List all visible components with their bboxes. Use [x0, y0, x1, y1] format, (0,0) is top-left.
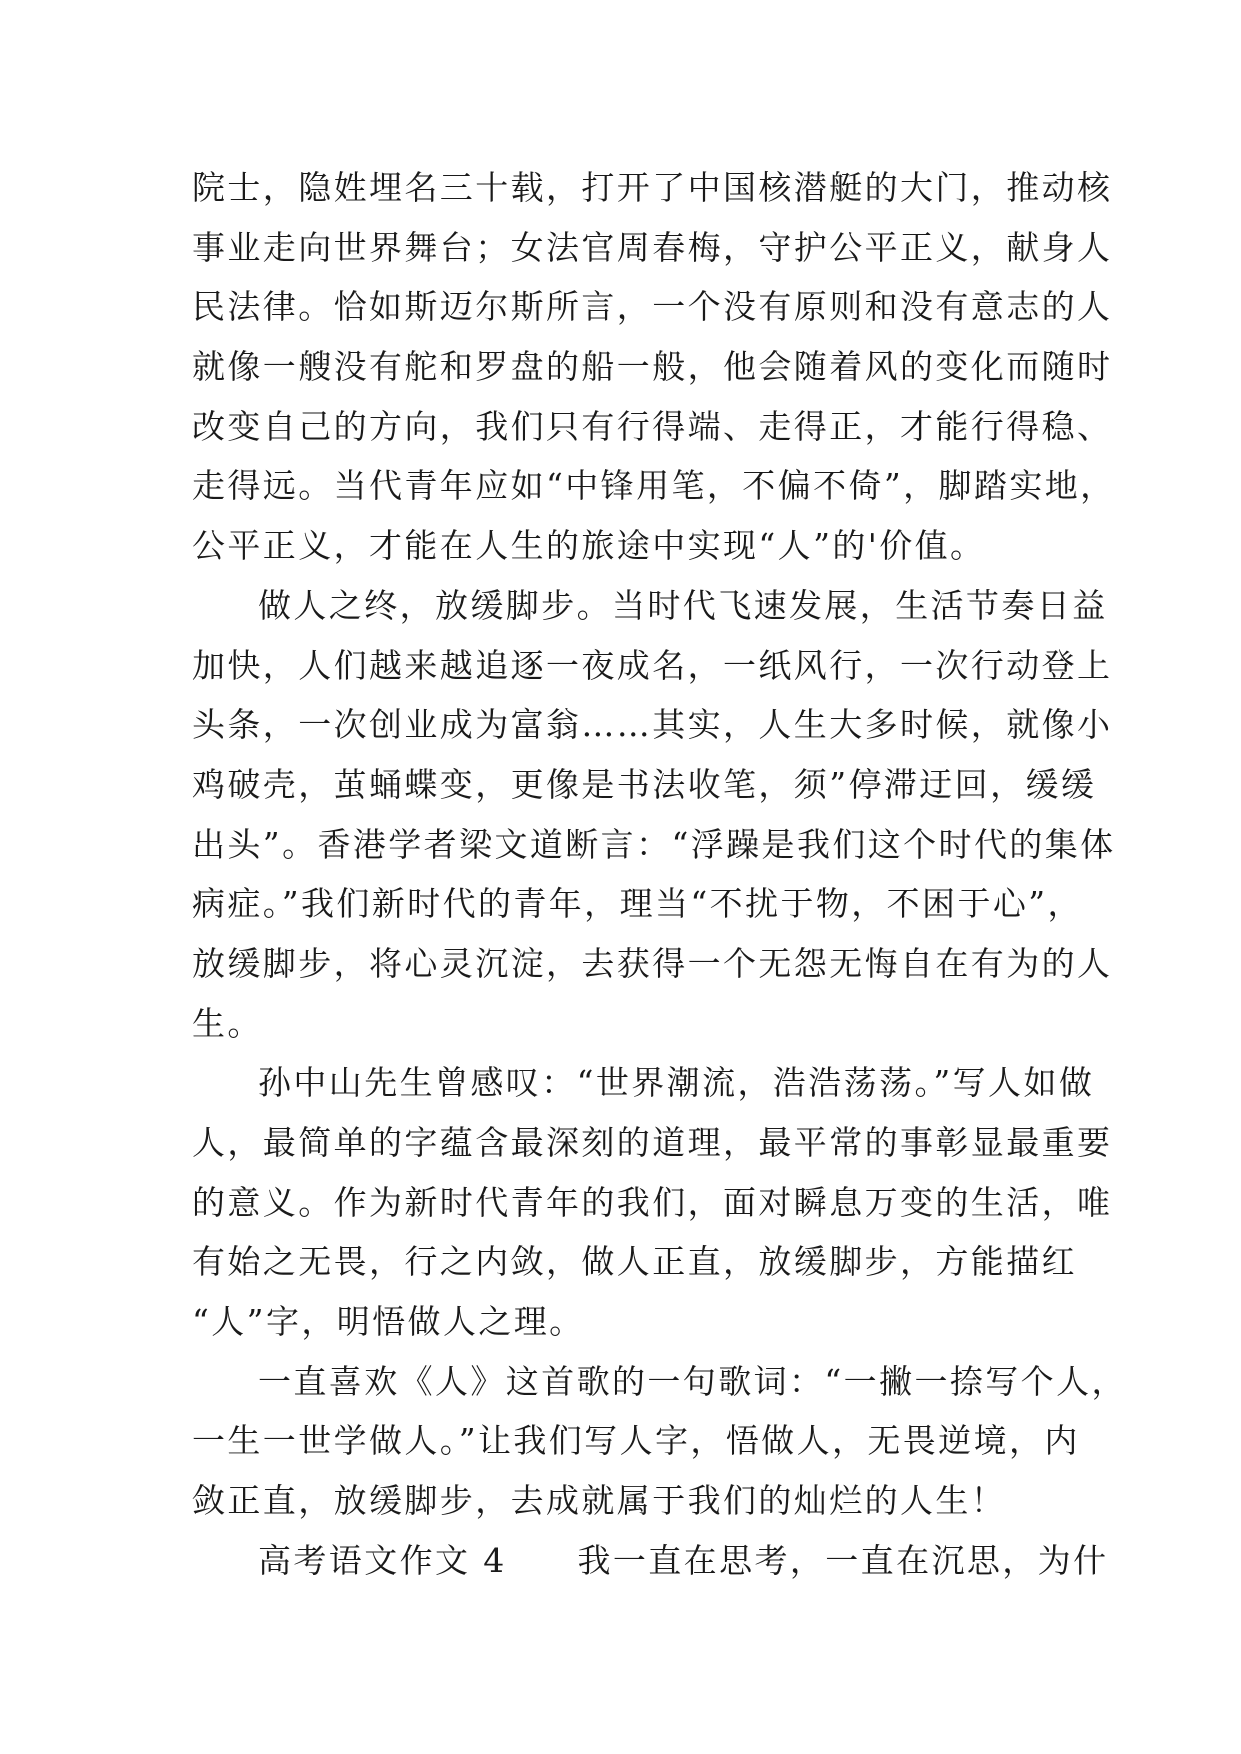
text-line: 民法律。恰如斯迈尔斯所言，一个没有原则和没有意志的人	[192, 287, 1113, 327]
text-line: 改变自己的方向，我们只有行得端、走得正，才能行得稳、	[192, 406, 1113, 446]
text-line: 做人之终，放缓脚步。当时代飞速发展，生活节奏日益	[258, 585, 1108, 625]
text-line: 一直喜欢《人》这首歌的一句歌词：“一撇一捺写个人，	[258, 1361, 1127, 1401]
text-line: 有始之无畏，行之内敛，做人正直，放缓脚步，方能描红	[192, 1242, 1077, 1282]
text-line: 人，最简单的字蕴含最深刻的道理，最平常的事彰显最重要	[192, 1123, 1113, 1162]
text-line: 院士，隐姓埋名三十载，打开了中国核潜艇的大门，推动核	[192, 168, 1113, 207]
text-line: 事业走向世界舞台；女法官周春梅，守护公平正义，献身人	[192, 227, 1113, 267]
text-line: 加快，人们越来越追逐一夜成名，一纸风行，一次行动登上	[192, 645, 1113, 685]
text-line: 生。	[192, 1003, 263, 1043]
text-line: 一生一世学做人。”让我们写人字，悟做人，无畏逆境，内	[192, 1421, 1080, 1461]
text-line: 病症。”我们新时代的青年，理当“不扰于物，不困于心”，	[192, 884, 1083, 924]
text-line: 鸡破壳，茧蛹蝶变，更像是书法收笔，须”停滞迂回，缓缓	[192, 764, 1097, 804]
text-line: “人”字，明悟做人之理。	[192, 1302, 585, 1342]
text-line: 孙中山先生曾感叹：“世界潮流，浩浩荡荡。”写人如做	[258, 1063, 1095, 1103]
text-line: 头条，一次创业成为富翁……其实，人生大多时候，就像小	[192, 705, 1113, 745]
essay-body	[192, 158, 1127, 1591]
text-line: 的意义。作为新时代青年的我们，面对瞬息万变的生活，唯	[192, 1182, 1113, 1222]
text-line: 公平正义，才能在人生的旅途中实现“人”的'价值。	[192, 526, 986, 566]
text-line: 高考语文作文 4 我一直在思考，一直在沉思，为什	[258, 1540, 1109, 1580]
text-line: 出头”。香港学者梁文道断言：“浮躁是我们这个时代的集体	[192, 824, 1116, 864]
text-line: 走得远。当代青年应如“中锋用笔，不偏不倚”，脚踏实地，	[192, 466, 1116, 506]
text-line: 就像一艘没有舵和罗盘的船一般，他会随着风的变化而随时	[192, 347, 1113, 387]
text-line: 敛正直，放缓脚步，去成就属于我们的灿烂的人生！	[192, 1481, 1007, 1521]
text-line: 放缓脚步，将心灵沉淀，去获得一个无怨无悔自在有为的人	[192, 943, 1113, 983]
